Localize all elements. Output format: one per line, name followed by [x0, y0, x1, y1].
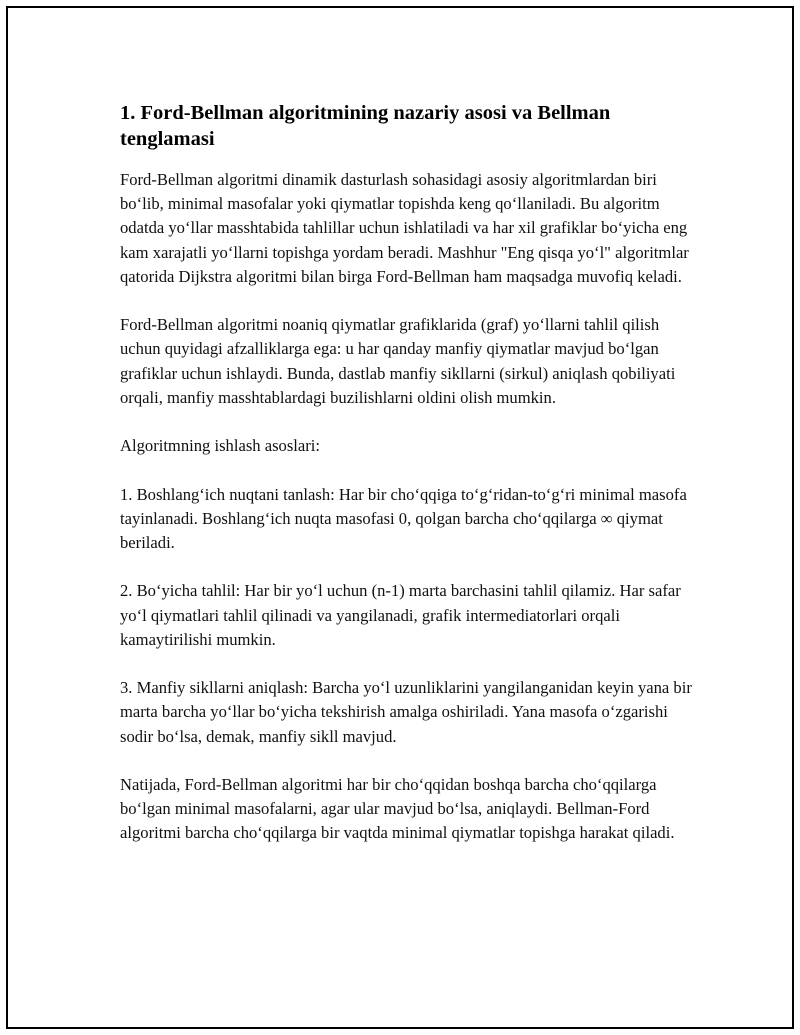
page-frame: [6, 6, 794, 1029]
document-title: 1. Ford-Bellman algoritmining nazariy asosi va Bellman tenglamasi: [120, 102, 611, 150]
step-1-paragraph: 1. Boshlang‘ich nuqtani tanlash: Har bir cho‘qqiga to‘g‘ridan-to‘g‘ri minimal masofa tayinlanadi. Boshlang‘ich nuqta masofasi 0, qolgan barcha cho‘qqilarga ∞ qiymat beriladi.: [120, 484, 687, 552]
document-body: [120, 100, 700, 870]
step-3-paragraph: 3. Manfiy sikllarni aniqlash: Barcha yo‘l uzunliklarini yangilanganidan keyin yana bir marta barcha yo‘llar bo‘yicha tekshirish amalga oshiriladi. Yana masofa o‘zgarishi sodir bo‘lsa, demak, manfiy sikll mavjud.: [120, 678, 692, 746]
advantages-paragraph: Ford-Bellman algoritmi noaniq qiymatlar grafiklarida (graf) yo‘llarni tahlil qilish uchun quyidagi afzalliklarga ega: u har qanday manfiy qiymatlar mavjud bo‘lgan grafiklar uchun ishlaydi. Bunda, dastlab manfiy sikllarni (sirkul) aniqlash qobiliyati orqali, manfiy masshtablardagi buzilishlarni oldini olish mumkin.: [120, 315, 676, 407]
step-2-paragraph: 2. Bo‘yicha tahlil: Har bir yo‘l uchun (n-1) marta barchasini tahlil qilamiz. Har safar yo‘l qiymatlari tahlil qilinadi va yangilanadi, grafik intermediatorlari orqali kamaytirilishi mumkin.: [120, 581, 681, 649]
conclusion-paragraph: Natijada, Ford-Bellman algoritmi har bir cho‘qqidan boshqa barcha cho‘qqilarga bo‘lgan minimal masofalarni, agar ular mavjud bo‘lsa, aniqlaydi. Bellman-Ford algoritmi barcha cho‘qqilarga bir vaqtda minimal qiymatlar topishga harakat qiladi.: [120, 774, 675, 843]
basics-heading-paragraph: Algoritmning ishlash asoslari:: [120, 436, 321, 456]
intro-paragraph: Ford-Bellman algoritmi dinamik dasturlash sohasidagi asosiy algoritmlardan biri bo‘lib, minimal masofalar yoki qiymatlar topishda keng qo‘llaniladi. Bu algoritm odatda yo‘llar masshtabida tahlillar uchun ishlatiladi va har xil grafiklar bo‘yicha eng kam xarajatli yo‘llarni topishga yordam beradi. Mashhur "Eng qisqa yo‘l" algoritmlar qatorida Dijkstra algoritmi bilan birga Ford-Bellman ham maqsadga muvofiq keladi.: [120, 170, 689, 286]
